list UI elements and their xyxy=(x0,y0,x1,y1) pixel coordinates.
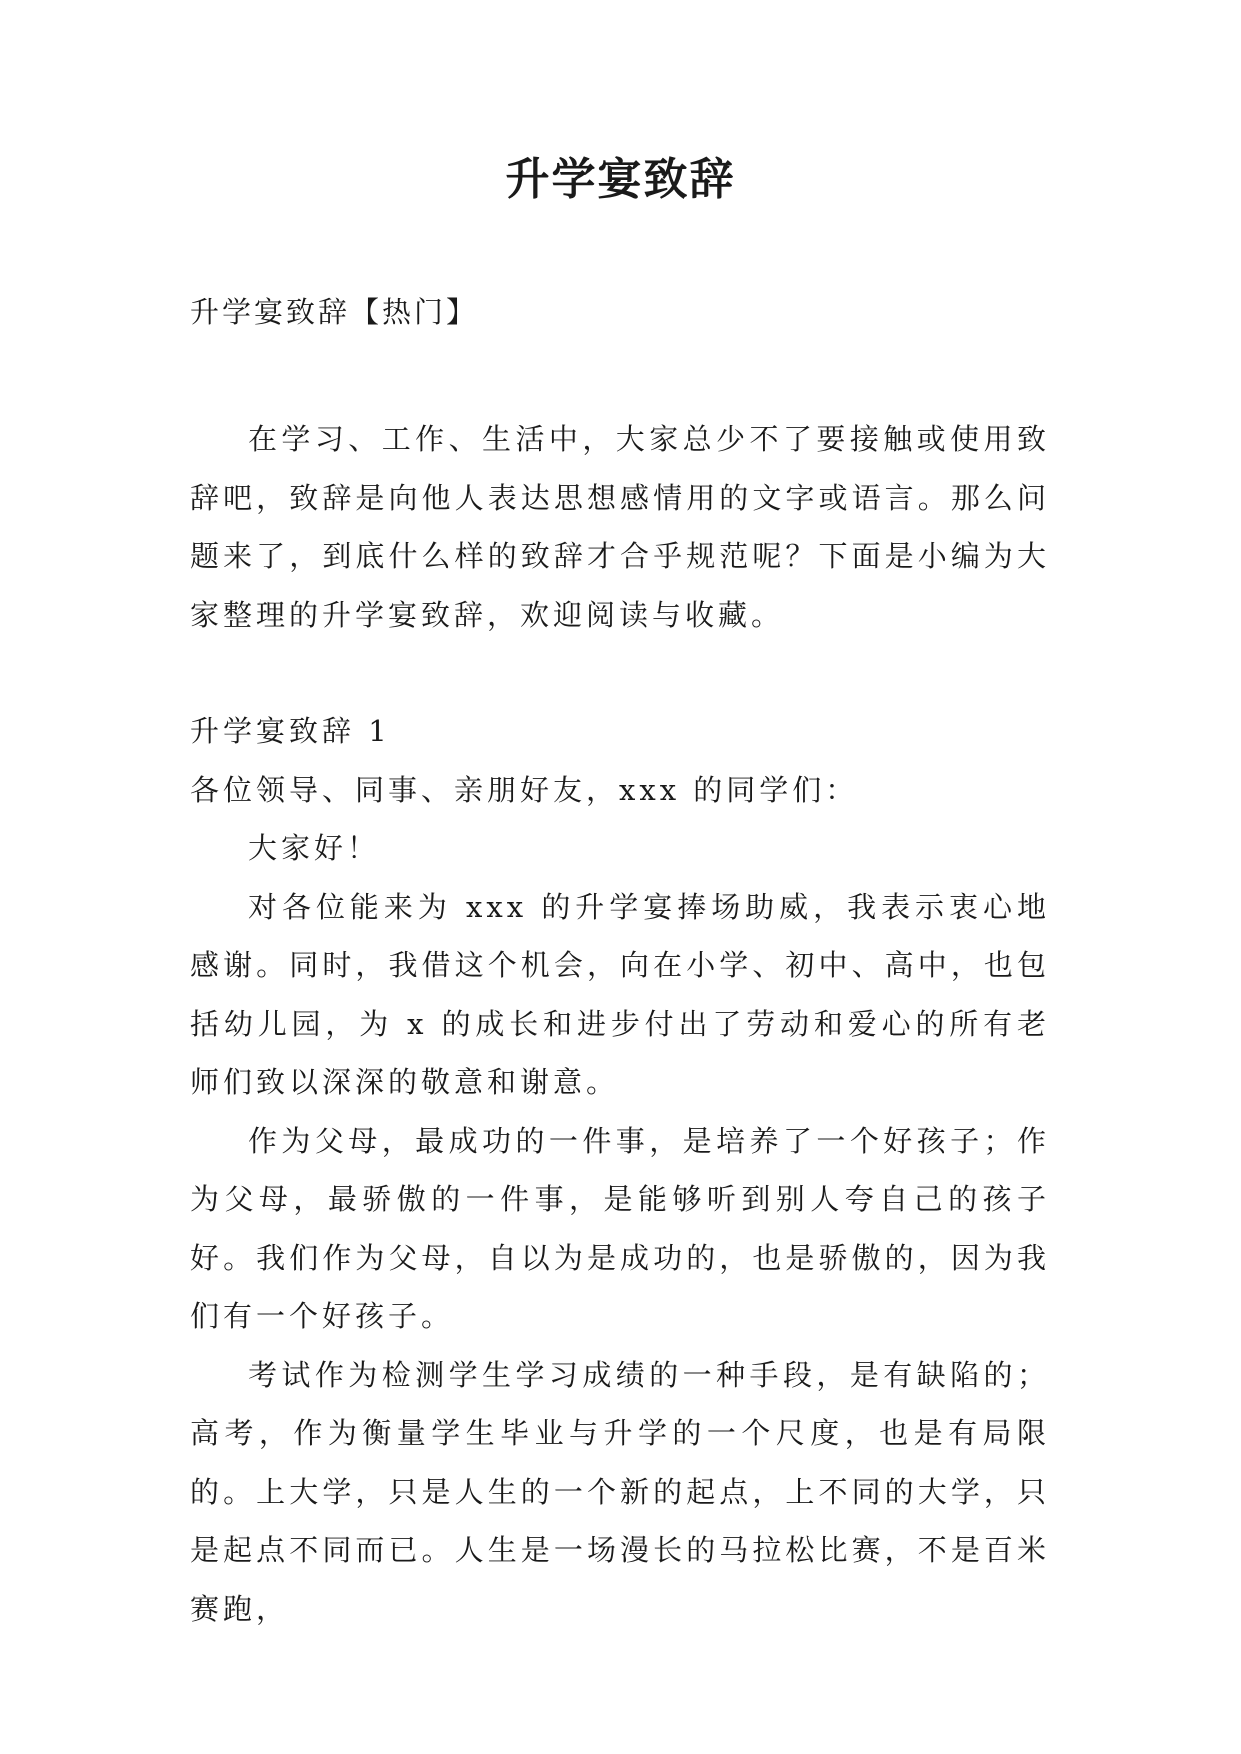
body-paragraph: 考试作为检测学生学习成绩的一种手段，是有缺陷的；高考，作为衡量学生毕业与升学的一个尺度，也是有局限的。上大学，只是人生的一个新的起点，上不同的大学，只是起点不同而已。人生是一场漫长的马拉松比赛，不是百米赛跑， xyxy=(190,1357,1050,1626)
document-body xyxy=(190,410,1050,1638)
section-heading: 升学宴致辞 1 xyxy=(190,714,391,748)
document-subtitle: 升学宴致辞【热门】 xyxy=(190,295,479,329)
intro-paragraph: 在学习、工作、生活中，大家总少不了要接触或使用致辞吧，致辞是向他人表达思想感情用的文字或语言。那么问题来了，到底什么样的致辞才合乎规范呢？下面是小编为大家整理的升学宴致辞，欢迎阅读与收藏。 xyxy=(190,422,1050,632)
salutation: 各位领导、同事、亲朋好友，xxx 的同学们： xyxy=(190,772,859,807)
body-paragraph: 对各位能来为 xxx 的升学宴捧场助威，我表示衷心地感谢。同时，我借这个机会，向在小学、初中、高中，也包括幼儿园，为 x 的成长和进步付出了劳动和爱心的所有老师们致以深深的敬意和谢意。 xyxy=(190,889,1050,1099)
document-title: 升学宴致辞 xyxy=(505,154,736,205)
section-spacer xyxy=(190,644,1050,702)
greeting: 大家好！ xyxy=(248,831,381,865)
body-paragraph: 作为父母，最成功的一件事，是培养了一个好孩子；作为父母，最骄傲的一件事，是能够听到别人夸自己的孩子好。我们作为父母，自以为是成功的，也是骄傲的，因为我们有一个好孩子。 xyxy=(190,1123,1050,1333)
